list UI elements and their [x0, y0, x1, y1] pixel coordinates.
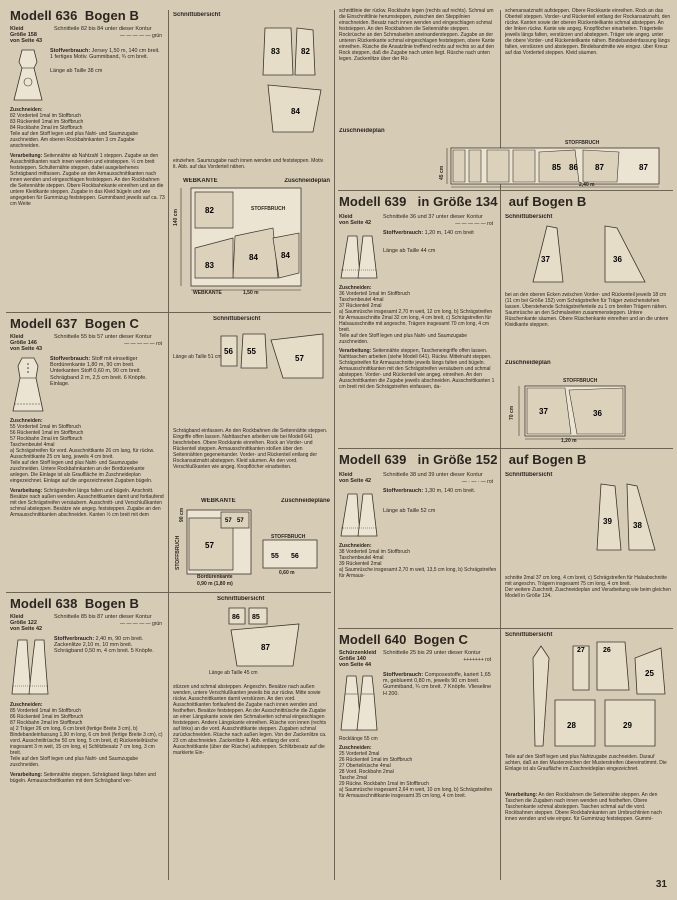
pattern-pieces-text: Schnitteile 25 bis 29 unter dieser Kontur: [383, 650, 481, 656]
bogen-label: auf Bogen B: [508, 452, 587, 467]
continuation-note: Der weitere Zuschnitt, Zuschneideplan und Verarbeitung wie beim gleichen Modell in Größe 134.: [505, 587, 671, 599]
bogen-label: Bogen B: [84, 596, 140, 611]
cutting-text: 82 Vorderteil 1mal im Stoffbruch 83 Rückenteil 1mal im Stoffbruch 84 Rockbahn 2mal im Stoffbruch Teile auf den Stoff legen und plus Naht- und Saumzugabe zuschneiden. Am oberen Rockbahnkanten 3 cm Zugabe anschneiden.: [10, 112, 139, 149]
dimension-height: 70 cm: [509, 405, 515, 420]
garment-size: Größe 140: [339, 656, 366, 663]
model-639a-section: [339, 214, 497, 446]
processing-info: [10, 153, 165, 207]
cutting-layout-drawing: [339, 134, 675, 189]
length-text: Rocklänge 55 cm: [339, 735, 378, 742]
model-640-pattern-overview: [505, 632, 671, 752]
dress-illustration: [10, 48, 46, 103]
cutting-plan-heading: Zuschneidepläne: [280, 498, 330, 504]
svg-text:57: 57: [205, 541, 214, 550]
garment-label: [339, 650, 377, 669]
svg-text:86: 86: [569, 163, 578, 172]
model-639a-continuation: bei an den oberen Ecken zwischen Vorder- und Rückenteil jeweils 18 cm (11 cm bei Größe 152) vom Schrägstreifen für Träger zwischenstehen lassen. Überstehende Schrägstreifenteile zu 1 cm breiten Trägern nähen. Saumrüsche an den Schmalseiten zusammensteppen. Untere Rüschenkante säumen. Obere Rüschenkante einreihen und an die untere Kleidkante steppen.: [505, 292, 669, 328]
model-637-cutting-layout: [173, 498, 330, 590]
cutting-info: [10, 107, 165, 149]
dress-illustration: [339, 672, 379, 734]
contour-color: rot: [156, 340, 162, 347]
pattern-pieces-text: Schnitteile 85 bis 87 unter dieser Kontur: [54, 614, 152, 620]
garment-type: Kleid: [339, 214, 353, 220]
contour-color: rot: [485, 656, 491, 663]
processing-heading: Verarbeitung:: [10, 152, 43, 159]
cutting-text: 36 Vorderteil 1mal im Stoffbruch Taschenbeutel 4mal 37 Rückenteil 2mal a) Saumrüsche insgesamt 2,70 m weit, 12 cm long, b) Schrägstreifen für Armausschnitte 2mal 32 cm long, 4 cm breit, c) Schrägstreifen für Halsausschnitte mit angeschn. Trägern insgesamt 70 cm long, 4 cm breit. Teile auf den Stoff legen und plus Naht- und Saumzugabe zuschneiden.: [339, 291, 493, 345]
size-title: in Größe 134: [417, 194, 498, 209]
length-text: Länge ab Taille 52 cm: [383, 508, 436, 515]
model-637-section: [10, 316, 165, 588]
fabric-label: Stoffverbrauch:: [50, 355, 91, 362]
garment-type: Kleid: [339, 472, 353, 478]
svg-text:25: 25: [645, 669, 654, 678]
model-638-pattern-overview: [173, 596, 328, 681]
svg-text:87: 87: [261, 643, 270, 652]
model-detail-row: [10, 636, 165, 698]
model-info-row: [339, 472, 497, 485]
pattern-overview-heading: Schnittübersicht: [173, 12, 221, 18]
model-640-heading: [339, 632, 497, 648]
model-detail-row: [339, 672, 497, 734]
fabric-label: Stoffverbrauch:: [54, 635, 95, 642]
pattern-pieces-text: Schnitteile 82 bis 84 unter dieser Kontur: [54, 26, 152, 32]
model-638-continuation-col3: schnittlinie der rückw. Rockbahn legen (rechts auf rechts). Schmal um die Einschnittlinie herumsteppen, zwischen den Steppilnien einschneiden. Besatz nach innen wenden und eingeschlagen schmal feststeppen. An den Rockbahnen die Seitennähte steppen. Rockrüsche an den Schmalseiten aneinandersteppen. Zugabe an der unteren Rückenkante schmal eingeschlagen feststeppen, obere Kante einreihen. Rüsche die Ansatzlinie treffend rechts auf rechts so auf den Rock steppen, daß die Zugabe nach unten liegt. Rüsche nach unten legen. Zackenlitze über der Rü-: [339, 8, 495, 62]
svg-text:82: 82: [205, 206, 214, 215]
cutting-text: 85 Vorderteil 1mal im Stoffbruch 86 Rückenteil 1mal im Stoffbruch 87 Rockbahn 2mal im Stoffbruch a) 2 Träger 26 cm long, 6 cm breit (fertige Breite 3 cm), b) Bindebandeinfassung 1,90 m long, 6 cm breit (fertige Breite 3 cm), c) vord. Ausschnittrüsche 50 cm long, 5 cm breit, d) Rückenteilrüsche insgesamt 3 m weit, 15 cm long, e) Schlitzbesatz 7 cm long, 3 cm breit. Teile auf den Stoff legen und plus Naht- und Saumzugabe zuschneiden.: [10, 707, 163, 768]
svg-text:84: 84: [249, 253, 258, 262]
column-divider: [168, 10, 169, 880]
fabric-label: Stoffverbrauch:: [50, 47, 91, 54]
svg-text:36: 36: [593, 409, 602, 418]
fabric-text: Stoff mit einseitiger Bordürenkante 1,80 m, 90 cm breit. Unterkanten Stoff 0,60 m, 90 cm breit. Schrägband 2 m, 2,5 cm breit. 6 Knöpfe. Einlage.: [50, 355, 147, 388]
cutting-plan-heading: Zuschneideplan: [505, 360, 551, 366]
dimension-width: 1,50 m: [243, 290, 259, 296]
model-639a-cutting-layout: [505, 360, 671, 446]
model-info-row: [10, 614, 165, 633]
model-636-heading: [10, 8, 165, 24]
processing-info: [10, 488, 165, 518]
contour-color: rot: [487, 220, 493, 227]
garment-size: Größe 158: [10, 32, 37, 39]
garment-page-ref: von Seite 43: [10, 346, 43, 353]
svg-text:38: 38: [633, 521, 642, 530]
cutting-text: 38 Vorderteil 1mal im Stoffbruch Taschenbeutel 4mal 39 Rückenteil 2mal a) Saumrüsche insgesamt 2,70 m weit, 13,5 cm long, b) Schrägstreifen für Armaus-: [339, 549, 497, 579]
pattern-overview-heading: Schnittübersicht: [217, 596, 265, 602]
model-638-continuation: stürzen und schmal absteppen. Angeschn. Besätze nach außen wenden, untere Verschlußkanten jeweils bis zur rückw. Mitte sowie rückw. Ausschnittkanten damit verstürzen. An den vord. Ausschnittkanten fortlaufend die Zugabe nach innen wenden und festheften. Besätze feststeppen. An der Ausschnittrüsche die Zugabe an einer Längskante sowie den Schmalseiten schmal eingeschlagen feststeppen. Andere Längskante einreihen. Rüsche von innen (rechts auf links) an die vord. Ausschnittkante steppen. Zugaben schmal zurückschneiden. Rüsche nach außen legen. Von der Zackenlitze ca. 23 cm abschneiden. Zackenlitze lt. Abb. entlang der vord. Ausschnittkante (über der Rüsche) aufsteppen. Schlitzbesatz auf die markierte Ein-: [173, 684, 327, 756]
processing-heading: Verarbeitung:: [10, 487, 43, 494]
piece-82: 82: [301, 47, 310, 56]
pattern-pieces-info: [383, 650, 491, 669]
dress-illustration: [10, 636, 50, 698]
pattern-overview-heading: Schnittübersicht: [505, 472, 553, 478]
model-detail-row: [10, 48, 165, 103]
dimension-width: 1,20 m: [561, 438, 577, 444]
garment-type: Kleid: [10, 334, 24, 340]
dimension-width: 2,40 m: [579, 182, 595, 188]
model-639b-section: [339, 472, 497, 624]
selvage-label: WEBKANTE: [201, 498, 236, 504]
dress-illustration: [10, 356, 46, 414]
fold-label: STOFFBRUCH: [563, 378, 598, 384]
pattern-overview-heading: Schnittübersicht: [505, 214, 553, 220]
pattern-overview-heading: Schnittübersicht: [213, 316, 261, 322]
cutting-info: [339, 285, 497, 345]
garment-page-ref: von Seite 43: [10, 38, 43, 45]
bogen-label: Bogen C: [84, 316, 140, 331]
processing-text: Schrägstreifen längs falten und bügeln. Anschnitt. Besätze nach außen wenden. Ausschnittkanten damit und fortlaufend mit den Schrägstreifen versäubern. Ausschnitt- und Verschlußkanten schmal absteppen. Besätze wie angeg. feststeppen. Zugabe an den Armausschnittkanten abschneiden. Kanten ½ cm breit mit dem: [10, 487, 164, 518]
garment-label: [339, 472, 377, 485]
svg-text:85: 85: [252, 614, 260, 621]
fabric-text: Composestoffe, kariert 1,65 m, gebluemt 0,80 m, jeweils 90 cm breit. Gummiband, ¾ cm breit. 7 Knöpfe. Vlieseline H 200.: [383, 671, 492, 697]
model-title: Modell 639: [339, 194, 407, 209]
svg-text:27: 27: [577, 647, 585, 654]
fabric-text: 1,20 m, 140 cm breit: [424, 230, 474, 236]
contour-color: grün: [151, 620, 162, 627]
svg-text:26: 26: [603, 647, 611, 654]
svg-text:55: 55: [271, 553, 279, 560]
dimension-height: 90 cm: [179, 507, 185, 522]
cutting-plan-heading: Zuschneideplan: [284, 178, 330, 184]
model-636-pattern-overview: [173, 12, 328, 157]
cutting-info: [339, 745, 497, 799]
pattern-pieces-text: Schnitteile 38 und 39 unter dieser Kontur: [383, 472, 483, 478]
selvage-label: WEBKANTE: [183, 178, 218, 184]
svg-text:39: 39: [603, 517, 612, 526]
contour-color: rot: [487, 478, 493, 485]
processing-heading: Verarbeitung:: [339, 348, 372, 354]
fold-label: STOFFBRUCH: [175, 535, 181, 570]
garment-page-ref: von Seite 42: [10, 626, 43, 633]
dimension-height: 140 cm: [173, 209, 179, 226]
fabric-info: [383, 230, 493, 282]
fabric-info: [54, 636, 160, 698]
fabric-label: Stoffverbrauch:: [383, 230, 424, 236]
model-638-cutting-layout: [339, 128, 675, 190]
garment-label: [10, 26, 48, 45]
model-638-heading: [10, 596, 165, 612]
model-636-continuation: einziehen. Saumzugabe nach innen wenden und feststeppen. Motiv lt. Abb. auf das Vorderteil nähen.: [173, 158, 324, 170]
contour-line: — — — — — rot: [455, 220, 493, 227]
section-divider: [338, 448, 673, 449]
garment-label: [10, 334, 48, 353]
svg-text:55: 55: [247, 347, 256, 356]
fabric-text: Jersey 1,50 m, 140 cm breit. 1 fertiges Motiv. Gummiband, ¾ cm breit.: [50, 47, 160, 61]
section-divider: [6, 312, 331, 313]
svg-text:83: 83: [205, 261, 214, 270]
svg-text:57: 57: [295, 354, 304, 363]
pattern-overview-drawing: [173, 20, 328, 150]
svg-text:87: 87: [639, 163, 648, 172]
fabric-text: 1,30 m, 140 cm breit.: [424, 488, 476, 494]
model-639a-heading: [339, 194, 673, 210]
svg-text:87: 87: [595, 163, 604, 172]
svg-text:37: 37: [541, 255, 550, 264]
pattern-overview-drawing: [505, 638, 671, 750]
selvage-label-bottom: WEBKANTE: [193, 290, 222, 296]
cutting-text: 55 Vorderteil 1mal im Stoffbruch 56 Rückenteil 1mal im Stoffbruch 57 Rockbahn 2mal im Stoffbruch Taschenbeutel 4mal a) Schrägstreifen für vord. Ausschnittkante 26 cm lang, für rückw. Ausschnittkante 25 cm lang, jeweils 4 cm breit. Teile auf den Stoff legen und plus Naht- und Saumzugabe zuschneiden. Untere Rockbahnkanten an der Bordürenkante anlegen. Die Einlage ist als Grauflläche im Zuschneideplan eingezeichnet. Einlage auf die angezeichneten Zugaben bügeln.: [10, 423, 155, 484]
page-number: 31: [655, 879, 667, 890]
continuation-text: schnitte 2mal 37 cm long, 4 cm breit, c) Schrägstreifen für Halsabschnitte mit angeschn. Trägern insgesamt 75 cm long, 4 cm breit.: [505, 575, 668, 587]
model-640-section: [339, 632, 497, 894]
dimension-width-2: 0,60 m: [279, 570, 295, 576]
model-detail-row: [339, 230, 497, 282]
processing-text: An den Rockbahnen die Seitennähte steppen. An den Taschen die Zugaben nach innen wenden und festheften. Obere Taschenkante schmal absteppen. Taschen schmal auf die vord. Rockbahnen steppen. Obere Rockbahnkanten am Umbruchlinien nach innen wenden und wie eingez. für Gummizug feststeppen. Gummi-: [505, 792, 662, 822]
model-636-section: [10, 8, 165, 313]
garment-size: Größe 122: [10, 620, 37, 627]
model-639a-pattern-overview: [505, 214, 671, 289]
processing-info: [339, 348, 497, 390]
model-info-row: [10, 26, 165, 45]
length-text: Länge ab Taille 38 cm: [50, 68, 103, 75]
cutting-info: [339, 543, 497, 579]
cutting-layout-drawing: [173, 178, 330, 298]
model-636-cutting-layout: [173, 178, 330, 298]
pattern-pieces-info: [383, 214, 493, 227]
contour-line: — — — — — grün: [120, 32, 162, 39]
pattern-pieces-info: [383, 472, 493, 485]
model-detail-row: [10, 356, 165, 414]
bogen-label: Bogen C: [413, 632, 469, 647]
fabric-info: [383, 488, 493, 540]
pattern-pieces-info: [54, 26, 162, 45]
border-edge-label: Bordürenkante: [197, 574, 233, 580]
model-title: Modell 640: [339, 632, 407, 647]
svg-text:86: 86: [232, 614, 240, 621]
contour-line: — · — · — rot: [461, 478, 493, 485]
column-divider: [334, 10, 335, 880]
length-text: Länge ab Taille 51 cm: [173, 354, 222, 360]
svg-text:36: 36: [613, 255, 622, 264]
cutting-heading: Zuschneiden:: [10, 701, 43, 708]
garment-page-ref: von Seite 42: [339, 478, 372, 485]
processing-text: Seitennähte ab Nahtzahl 1 steppen. Zugabe an den Ausschnittkanten nach innen wenden und einsteppen. ½ cm breit feststeppen. Schulternähte steppen, dabei ausgelsehenes Schrägband mitfassen. Zugabe an den Armausschnittkanten nach innen wenden und eingeschlagen feststeppen. An den Rockbahnen die Seitennähte steppen. Obere Rockbahnkante einreihen und an die untere Kleidkante steppen. Zugabe in das Kleid bügeln und wie angegeben für Gummizug feststeppen. Gummiband jeweils auf ca. 73 cm Weite: [10, 152, 165, 207]
cutting-plan-heading: Zuschneideplan: [339, 128, 385, 134]
model-title: Modell 637: [10, 316, 78, 331]
model-info-row: [10, 334, 165, 353]
dimension-width: 0,90 m (1,80 m): [197, 581, 233, 587]
processing-text: Seitennähte steppen, Tascheneingriffe offen lassen. Nahttaschen arbeiten (siehe Modell 641). Rückw. Mittelnaht steppen. Schrägstreifen für Armausschnitte jeweils längs falten und bügeln. Armausschnittkanten mit den Schrägstreifen versäubern und schmal absteppen. Vorder- und Rückenteil wie angeg. einreihen. An den Ausschnittkanten die Zugabe jeweils abschneiden. Ausschnittkanten 1 cm breit mit den Schrägstreifen einfassen, da-: [339, 348, 495, 390]
pattern-pieces-text: Schnitteile 55 bis 57 unter dieser Kontur: [54, 334, 152, 340]
processing-heading: Verarbeitung:: [10, 771, 43, 778]
model-info-row: [339, 650, 497, 669]
cutting-text: 25 Vorderteil 2mal 26 Rückenteil 1mal im Stoffbruch 27 Oberteilrüsche 4mal 28 Vord. Rockbahn 2mal Tasche 2mal 29 Rückw. Rockbahn 1mal im Stoffbruch a) Saumrüsche insgesamt 2,64 m weit, 10 cm long, b) Schrägstreifen für Armausschnittkante insgesamt 35 cm long, 4 cm breit.: [339, 750, 493, 799]
garment-label: [10, 614, 48, 633]
model-639b-heading: [339, 452, 673, 468]
fabric-info: [50, 48, 160, 103]
garment-type: Kleid: [10, 26, 24, 32]
section-divider: [6, 592, 331, 593]
svg-text:57: 57: [225, 518, 232, 524]
cutting-heading: Zuschneiden:: [10, 106, 43, 113]
bogen-label: auf Bogen B: [508, 194, 587, 209]
model-639b-pattern-overview: [505, 472, 671, 572]
model-637-pattern-overview: [173, 316, 328, 424]
svg-text:56: 56: [291, 553, 299, 560]
pattern-pieces-text: Schnitteile 36 und 37 unter dieser Kontur: [383, 214, 483, 220]
model-638-section: [10, 596, 165, 892]
dress-illustration: [339, 230, 379, 282]
model-637-continuation: Schrägband einfassen. An den Rockbahnen die Seitennähte steppen. Eingriffe offen lassen. Nahttaschen arbeiten wie bei Modell 641 beschrieben. Obere Rockkante einreihen. Rock an Vorder- und Rückenteil steppen. Armausschnittkanten stoßen über den Seitennähten gegeneinander. Vorder- und Rückenteil entlang der Rockansatznaht absteppen. Kleid säumen. An den vord. Verschlußkanten wie angeg. Knopflöcher einarbeiten.: [173, 428, 328, 470]
model-title: Modell 639: [339, 452, 407, 467]
model-detail-row: [339, 488, 497, 540]
model-640-continuation: Teile auf den Stoff legen und plus Nahtzugabe zuschneiden. Darauf achten, daß an den Musterzeichen der Musterstreifen übereinstimmt. Die Einlage ist als Graufläche im Zuschneideplan eingezeichnet.: [505, 754, 667, 772]
dimension-height: 45 cm: [439, 165, 445, 180]
section-divider: [338, 628, 673, 629]
pattern-overview-drawing: [173, 604, 328, 674]
fabric-info: [383, 672, 493, 734]
model-title: Modell 638: [10, 596, 78, 611]
garment-label: [339, 214, 377, 227]
pattern-pieces-info: [54, 334, 162, 353]
dress-illustration: [339, 488, 379, 540]
model-title: Modell 636: [10, 8, 78, 23]
fabric-info: [50, 356, 160, 414]
contour-line: — — — — — grün: [120, 620, 162, 627]
svg-text:56: 56: [224, 347, 233, 356]
model-639b-continuation: [505, 575, 671, 625]
fabric-label: Stoffverbrauch:: [383, 671, 424, 678]
fold-label-2: STOFFBRUCH: [271, 534, 306, 540]
length-text: Länge ab Taille 44 cm: [383, 248, 436, 255]
svg-text:85: 85: [552, 163, 561, 172]
cutting-heading: Zuschneiden:: [339, 285, 372, 291]
processing-info: [10, 772, 165, 784]
pattern-overview-drawing: [505, 220, 671, 288]
cutting-heading: Zuschneiden:: [339, 744, 372, 751]
length-text: Länge ab Taille 45 cm: [209, 670, 258, 676]
garment-page-ref: von Seite 44: [339, 662, 372, 669]
svg-text:57: 57: [237, 518, 244, 524]
processing-heading: Verarbeitung:: [505, 792, 538, 798]
garment-page-ref: von Seite 42: [339, 220, 372, 227]
cutting-info: [10, 418, 165, 484]
garment-type: Kleid: [10, 614, 24, 620]
section-divider: [338, 190, 673, 191]
fold-label: STOFFBRUCH: [251, 206, 286, 212]
pattern-overview-drawing: [505, 478, 671, 570]
pattern-overview-heading: Schnittübersicht: [505, 632, 553, 638]
contour-line: +++++++ rot: [463, 656, 491, 663]
svg-text:37: 37: [539, 407, 548, 416]
model-info-row: [339, 214, 497, 227]
pattern-pieces-info: [54, 614, 162, 633]
contour-line: — — — — — rot: [124, 340, 162, 347]
size-title: in Größe 152: [417, 452, 498, 467]
contour-color: grün: [151, 32, 162, 39]
cutting-heading: Zuschneiden:: [339, 543, 372, 549]
svg-text:29: 29: [623, 721, 632, 730]
piece-84: 84: [291, 107, 300, 116]
piece-83: 83: [271, 47, 280, 56]
svg-text:84: 84: [281, 251, 290, 260]
fabric-text: 2,40 m, 90 cm breit. Zackenlitze 2,10 m, 10 mm breit. Schrägband 0,50 m, 4 cm breit. 5 Knöpfe.: [54, 635, 154, 655]
fabric-label: Stoffverbrauch:: [383, 488, 424, 494]
model-638-continuation-col4: schenansatznaht aufsteppen. Obere Rockkante einreihen. Rock an das Oberteil steppen. Vorder- und Rückenteil entlang der Rockansatznaht, den rückw. Kanten sowie der oberen Rückenteilkante schmal absteppen. An der linken rückw. Kante wie angeg. Knopflöcher einarbeiten. Trägerteile jeweils längs falten, verstürzen und absteppen. Träger wie angeg. unter die obere Vorder- und Rückenteilkante nähen. Bindebandeinfassung längs falten, verstürzen und absteppen. Bindebandmitte wie eingez. über Kreuz auf das Vorderteil steppen. Kleid säumen.: [505, 8, 671, 56]
garment-type: Schürzenkleid: [339, 650, 377, 656]
garment-size: Größe 146: [10, 340, 37, 347]
cutting-heading: Zuschneiden:: [10, 417, 43, 424]
svg-text:28: 28: [567, 721, 576, 730]
model-637-heading: [10, 316, 165, 332]
processing-text: Seitennähte steppen. Schrägband längs falten und bügeln. Armausschnittkanten mit dem Schrägband ver-: [10, 771, 156, 784]
cutting-info: [10, 702, 165, 768]
fold-label: STOFFBRUCH: [565, 140, 600, 146]
processing-info: [505, 792, 671, 872]
bogen-label: Bogen B: [84, 8, 140, 23]
